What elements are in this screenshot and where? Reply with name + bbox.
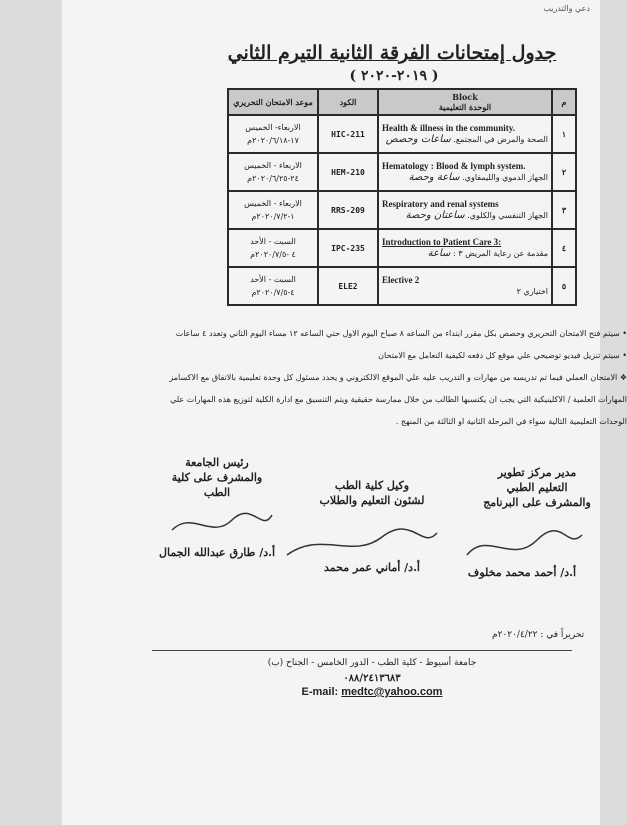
exam-date: ٢٤-٢٠٢٠/٦/٢٥م bbox=[247, 174, 299, 183]
block-name-ar bbox=[382, 248, 548, 259]
notes-list bbox=[157, 323, 627, 433]
page-title: جدول إمتحانات الفرقة الثانية التيرم الثاني bbox=[227, 42, 557, 64]
footer-divider bbox=[152, 650, 572, 651]
signature-name: أ.د/ أحمد محمد مخلوف bbox=[467, 566, 577, 579]
course-code: HIC-211 bbox=[318, 115, 378, 153]
block-cell bbox=[378, 267, 552, 305]
block-name-ar bbox=[382, 210, 548, 221]
block-name-ar-text: مقدمة عن رعاية المريض ٣ : bbox=[452, 249, 548, 258]
block-name-en: Elective 2 bbox=[382, 275, 420, 285]
exam-day: الاربعاء - الخميس bbox=[244, 199, 302, 208]
signature-left bbox=[157, 455, 277, 500]
block-cell bbox=[378, 115, 552, 153]
exam-schedule-table bbox=[227, 88, 577, 306]
block-cell bbox=[378, 191, 552, 229]
signature-middle bbox=[307, 478, 437, 508]
document-page bbox=[62, 0, 627, 825]
signature-subtitle: والمشرف على البرنامج bbox=[483, 496, 591, 509]
row-number: ٤ bbox=[552, 229, 576, 267]
footer-phone: ٠٨٨/٢٤١٣٦٨٣ bbox=[343, 673, 401, 684]
block-name-ar bbox=[382, 134, 548, 145]
block-cell bbox=[378, 153, 552, 191]
block-name-ar bbox=[382, 172, 548, 183]
exam-day: الاربعاء - الخميس bbox=[244, 161, 302, 170]
row-number: ٢ bbox=[552, 153, 576, 191]
date-of-issue: تحريراً في : ٢٠٢٠/٤/٢٢م bbox=[492, 630, 585, 640]
corner-text: دعي والتدريب bbox=[543, 4, 590, 13]
table-row bbox=[228, 153, 576, 191]
signature-title: رئيس الجامعة bbox=[185, 456, 249, 469]
note-item bbox=[157, 389, 627, 411]
block-cell bbox=[378, 229, 552, 267]
block-name-ar: اختياري ٢ bbox=[516, 287, 548, 296]
block-name-ar-text: الجهاز الدموي والليمفاوي. bbox=[462, 173, 548, 182]
email-label: E-mail: bbox=[301, 686, 339, 698]
exam-date: ٤-٢٠٢٠/٧/٥م bbox=[251, 288, 295, 297]
handwritten-note: ساعة bbox=[427, 248, 451, 259]
exam-date-cell bbox=[228, 229, 318, 267]
exam-date-cell bbox=[228, 115, 318, 153]
block-name-ar-text: الجهاز التنفسي والكلوي. bbox=[467, 211, 548, 220]
block-name-en: Hematology : Blood & lymph system. bbox=[382, 161, 526, 171]
signature-name: أ.د/ طارق عبدالله الجمال bbox=[158, 546, 276, 559]
signature-title: وكيل كلية الطب bbox=[334, 479, 410, 492]
note-item: • سيتم تنزيل فيديو توضيحي علي موقع كل دفعه لكيفية التعامل مع الامتحان bbox=[378, 351, 627, 360]
note-text: المهارات العلمية / الاكلينيكية التي يجب ان يكتسبها الطالب من خلال ممارسة حقيقية ويتم التنسيق مع ادارة الكلية لتوزيع هذه المهارات علي bbox=[170, 395, 627, 404]
header-code: الكود bbox=[318, 89, 378, 115]
row-number: ٥ bbox=[552, 267, 576, 305]
course-code: HEM-210 bbox=[318, 153, 378, 191]
note-text: سيتم تنزيل فيديو توضيحي علي موقع كل دفعه لكيفية التعامل مع الامتحان bbox=[378, 351, 620, 360]
exam-date-cell bbox=[228, 153, 318, 191]
course-code: RRS-209 bbox=[318, 191, 378, 229]
table-row bbox=[228, 267, 576, 305]
academic-year: ( ٢٠١٩-٢٠٢٠ ) bbox=[349, 68, 439, 84]
signature-scribble bbox=[167, 505, 277, 545]
block-name-ar-text: الصحة والمرض في المجتمع. bbox=[453, 135, 548, 144]
signature-subtitle: والمشرف على كلية الطب bbox=[171, 471, 263, 499]
exam-date-cell bbox=[228, 267, 318, 305]
table-row bbox=[228, 191, 576, 229]
header-block-en: Block bbox=[452, 92, 478, 102]
email-address: medtc@yahoo.com bbox=[341, 686, 443, 698]
table-row bbox=[228, 229, 576, 267]
note-item: ❖ الامتحان العملي فيما تم تدريسه من مهارات و التدريب عليه علي الموقع الالكتروني و يحدد مسئول كل وحدة تعليمية بالاتفاق مع الاكسامز bbox=[169, 373, 627, 382]
note-text: الوحدات التعليمية التالية سواء في المرحلة الثانية او الثالثة من المنهج . bbox=[395, 417, 627, 426]
header-date: موعد الامتحان التحريري bbox=[228, 89, 318, 115]
row-number: ١ bbox=[552, 115, 576, 153]
exam-date: ١٧-٢٠٢٠/٦/١٨م bbox=[247, 136, 299, 145]
row-number: ٣ bbox=[552, 191, 576, 229]
signature-name: أ.د/ أماني عمر محمد bbox=[324, 561, 420, 574]
handwritten-note: ساعتان وحصة bbox=[405, 210, 465, 221]
signature-right bbox=[482, 465, 592, 510]
header-block-ar: الوحدة التعليمية bbox=[438, 102, 492, 112]
note-item: • سيتم فتح الامتحان التحريري وحصص بكل مقرر ابتداء من الساعه ٨ صباح اليوم الاول حتي الساعه ١٢ مساء اليوم الثاني وتعدد ٤ ساعات bbox=[175, 329, 627, 338]
note-text: الامتحان العملي فيما تم تدريسه من مهارات و التدريب عليه علي الموقع الالكتروني و يحدد مسئول كل وحدة تعليمية بالاتفاق مع الاكسامز bbox=[169, 373, 618, 382]
exam-date: ٤ -٢٠٢٠/٧/٥م bbox=[250, 250, 296, 259]
footer-address: جامعة أسيوط - كلية الطب - الدور الخامس - الجناح (ب) bbox=[267, 658, 477, 668]
exam-day: السبت - الأحد bbox=[250, 237, 296, 246]
block-name-en: Health & illness in the community. bbox=[382, 123, 516, 133]
note-text: سيتم فتح الامتحان التحريري وحصص بكل مقرر ابتداء من الساعه ٨ صباح اليوم الاول حتي الساعه ١٢ مساء اليوم الثاني وتعدد ٤ ساعات bbox=[175, 329, 620, 338]
header-num: م bbox=[552, 89, 576, 115]
footer-email bbox=[182, 686, 562, 698]
exam-date: ١-٢٠٢٠/٧/٢م bbox=[251, 212, 295, 221]
block-name-en: Respiratory and renal systems bbox=[382, 199, 499, 209]
note-item bbox=[157, 411, 627, 433]
table-row bbox=[228, 115, 576, 153]
course-code: ELE2 bbox=[318, 267, 378, 305]
signature-scribble bbox=[282, 525, 442, 565]
handwritten-note: ساعات وحصص bbox=[385, 134, 451, 145]
exam-day: السبت - الأحد bbox=[250, 275, 296, 284]
signature-title: مدير مركز تطوير التعليم الطبي bbox=[497, 466, 577, 494]
signature-scribble bbox=[457, 520, 587, 570]
exam-date-cell bbox=[228, 191, 318, 229]
table-header-row bbox=[228, 89, 576, 115]
header-block bbox=[378, 89, 552, 115]
course-code: IPC-235 bbox=[318, 229, 378, 267]
handwritten-note: ساعة وحصة bbox=[408, 172, 460, 183]
block-name-en: Introduction to Patient Care 3: bbox=[382, 237, 502, 247]
signature-subtitle: لشئون التعليم والطلاب bbox=[319, 494, 425, 507]
exam-day: الاربعاء- الخميس bbox=[245, 123, 301, 132]
